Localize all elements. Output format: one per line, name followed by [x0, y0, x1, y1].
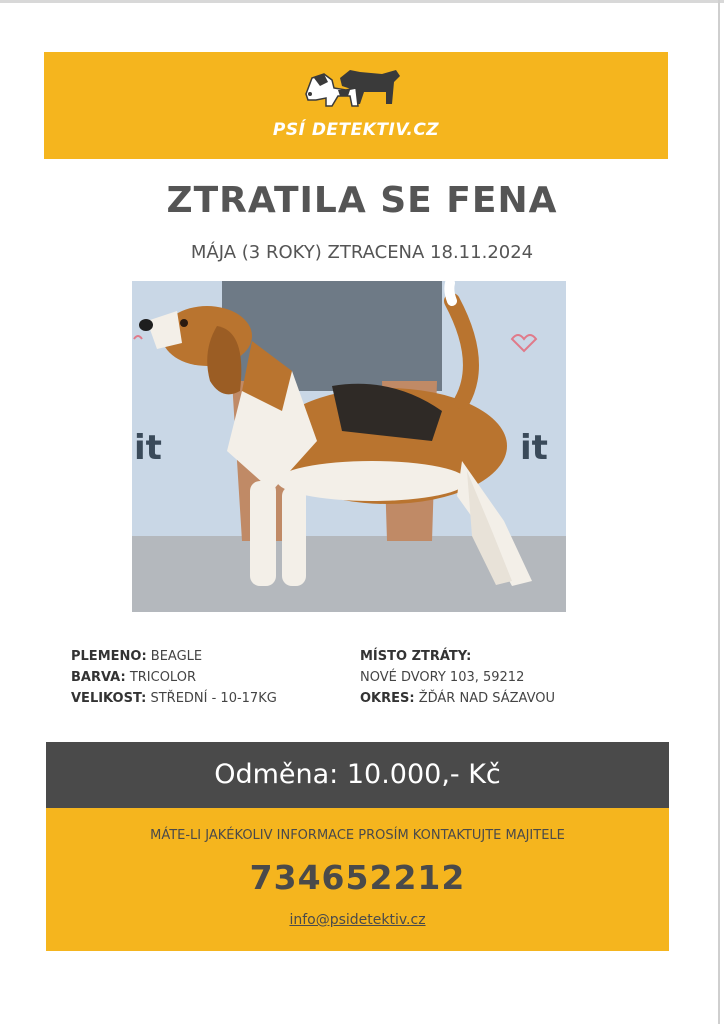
breed-row	[71, 646, 277, 667]
place-value-row	[360, 667, 555, 688]
location-details	[360, 646, 555, 709]
email-link[interactable]: info@psidetektiv.cz	[289, 912, 426, 928]
page-title: ZTRATILA SE FENA	[166, 180, 558, 221]
phone-number[interactable]: 734652212	[249, 858, 466, 897]
breed-value: BEAGLE	[150, 649, 203, 664]
breed-label: PLEMENO:	[71, 649, 147, 664]
size-row	[71, 688, 277, 709]
beagle-photo-image	[132, 281, 566, 612]
page-edge-right	[718, 0, 720, 1024]
dog-photo	[132, 281, 566, 612]
place-label-row	[360, 646, 555, 667]
dogs-logo-icon	[302, 64, 408, 114]
place-value: NOVÉ DVORY 103, 59212	[360, 670, 525, 685]
page-subtitle: MÁJA (3 ROKY) ZTRACENA 18.11.2024	[190, 242, 534, 263]
banner-text-left: it	[134, 428, 162, 468]
brand-name: PSÍ DETEKTIV.CZ	[272, 120, 440, 140]
contact-band	[46, 808, 669, 951]
color-label: BARVA:	[71, 670, 126, 685]
size-value: STŘEDNÍ - 10-17KG	[150, 691, 277, 706]
color-row	[71, 667, 277, 688]
banner-text-right: it	[520, 428, 548, 468]
district-label: OKRES:	[360, 691, 415, 706]
color-value: TRICOLOR	[129, 670, 196, 685]
district-value: ŽĎÁR NAD SÁZAVOU	[418, 691, 555, 706]
reward-banner: Odměna: 10.000,- Kč	[46, 742, 669, 808]
page-edge-top	[0, 0, 724, 3]
dog-details	[71, 646, 277, 709]
district-row	[360, 688, 555, 709]
header-band	[44, 52, 668, 159]
place-label: MÍSTO ZTRÁTY:	[360, 649, 472, 664]
size-label: VELIKOST:	[71, 691, 147, 706]
contact-info-text: MÁTE-LI JAKÉKOLIV INFORMACE PROSÍM KONTAKTUJTE MAJITELE	[150, 828, 565, 843]
